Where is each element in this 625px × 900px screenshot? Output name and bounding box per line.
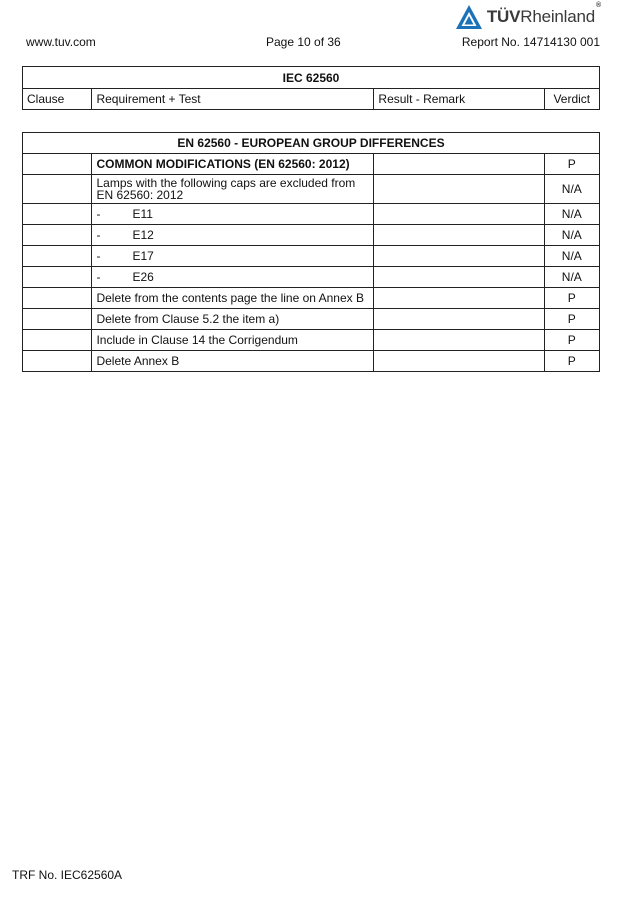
requirement-cell [92,246,374,267]
remark-cell [374,225,544,246]
list-dash: - [96,228,101,242]
requirement-cell: Delete from Clause 5.2 the item a) [92,309,374,330]
remark-cell [374,204,544,225]
verdict-cell: P [544,309,599,330]
remark-cell [374,330,544,351]
table-row [23,246,600,267]
requirement-cell: COMMON MODIFICATIONS (EN 62560: 2012) [92,154,374,175]
table-row [23,225,600,246]
verdict-cell: N/A [544,204,599,225]
table2-title: EN 62560 - EUROPEAN GROUP DIFFERENCES [23,133,600,154]
remark-cell [374,175,544,204]
remark-cell [374,351,544,372]
clause-cell [23,267,92,288]
cap-type: E26 [132,270,154,284]
list-dash: - [96,207,101,221]
cap-type: E17 [132,249,154,263]
verdict-cell: N/A [544,175,599,204]
site-url: www.tuv.com [26,35,96,49]
table-row [23,330,600,351]
requirement-cell [92,225,374,246]
table-row [23,267,600,288]
clause-cell [23,225,92,246]
table-row [23,288,600,309]
verdict-cell: P [544,330,599,351]
table-row [23,204,600,225]
column-header-verdict: Verdict [544,89,599,110]
clause-cell [23,330,92,351]
logo-text-thin: Rheinland [520,7,596,26]
remark-cell [374,154,544,175]
column-header-clause: Clause [23,89,92,110]
registered-mark: ® [596,2,601,9]
trf-number: TRF No. IEC62560A [12,868,123,882]
remark-cell [374,309,544,330]
tuv-triangle-icon [455,4,483,30]
verdict-cell: N/A [544,267,599,288]
requirement-cell: Lamps with the following caps are excluded from EN 62560: 2012 [92,175,374,204]
report-number: Report No. 14714130 001 [461,35,600,49]
column-header-requirement: Requirement + Test [92,89,374,110]
clause-cell [23,246,92,267]
cap-type: E12 [132,228,154,242]
requirement-cell: Include in Clause 14 the Corrigendum [92,330,374,351]
requirement-cell [92,204,374,225]
verdict-cell: P [544,154,599,175]
clause-cell [23,154,92,175]
requirement-cell: Delete from the contents page the line on Annex B [92,288,374,309]
column-header-result: Result - Remark [374,89,544,110]
table-row [23,351,600,372]
european-group-differences-table [22,132,600,372]
table-row [23,175,600,204]
remark-cell [374,246,544,267]
remark-cell [374,267,544,288]
iec-62560-header-table [22,66,600,110]
verdict-cell: N/A [544,246,599,267]
table-row [23,154,600,175]
clause-cell [23,175,92,204]
page-number: Page 10 of 36 [266,35,341,49]
list-dash: - [96,270,101,284]
tuv-logo [455,2,601,32]
clause-cell [23,204,92,225]
clause-cell [23,309,92,330]
requirement-cell: Delete Annex B [92,351,374,372]
verdict-cell: P [544,288,599,309]
table1-title: IEC 62560 [23,67,600,89]
clause-cell [23,288,92,309]
logo-text-bold: TÜV [486,7,521,26]
remark-cell [374,288,544,309]
verdict-cell: N/A [544,225,599,246]
verdict-cell: P [544,351,599,372]
cap-type: E11 [132,207,153,221]
requirement-cell [92,267,374,288]
list-dash: - [96,249,101,263]
clause-cell [23,351,92,372]
table-row [23,309,600,330]
